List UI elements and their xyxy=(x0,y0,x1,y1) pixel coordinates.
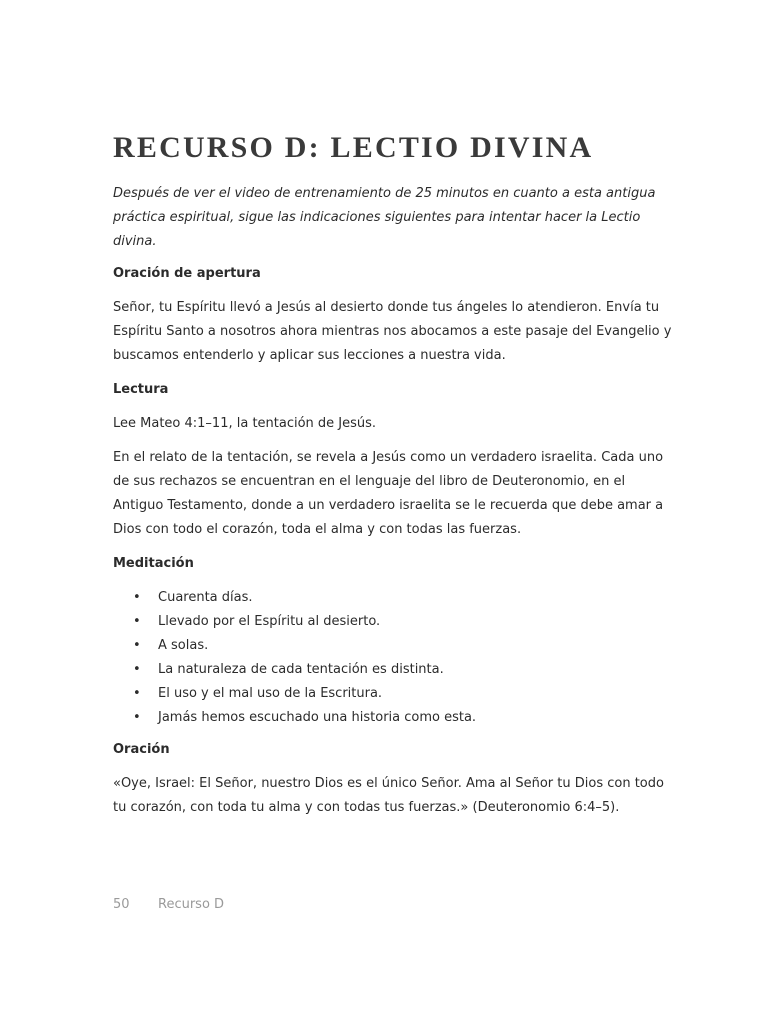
list-item-text: Llevado por el Espíritu al desierto. xyxy=(158,614,381,629)
meditacion-list xyxy=(113,586,673,730)
bullet-icon: • xyxy=(133,662,141,677)
heading-meditacion: Meditación xyxy=(113,556,194,571)
document-page xyxy=(113,128,673,830)
list-item-text: Cuarenta días. xyxy=(158,590,253,605)
list-item xyxy=(113,634,673,658)
list-item-text: Jamás hemos escuchado una historia como esta. xyxy=(158,710,477,725)
page-title: RECURSO D: LECTIO DIVINA xyxy=(113,131,594,164)
paragraph-lectura-reference: Lee Mateo 4:1–11, la tentación de Jesús. xyxy=(113,416,377,431)
heading-lectura: Lectura xyxy=(113,382,169,397)
paragraph-oracion-apertura: Señor, tu Espíritu llevó a Jesús al desierto donde tus ángeles lo atendieron. Envía tu Espíritu Santo a nosotros ahora mientras nos abocamos a este pasaje del Evangelio y buscamos entenderlo y aplicar sus lecciones a nuestra vida. xyxy=(113,300,672,363)
intro-paragraph: Después de ver el video de entrenamiento de 25 minutos en cuanto a esta antigua práctica espiritual, sigue las indicaciones siguientes para intentar hacer la Lectio divina. xyxy=(113,186,656,249)
paragraph-oracion: «Oye, Israel: El Señor, nuestro Dios es el único Señor. Ama al Señor tu Dios con todo tu corazón, con toda tu alma y con todas tus fuerzas.» (Deuteronomio 6:4–5). xyxy=(113,776,664,815)
list-item-text: La naturaleza de cada tentación es distinta. xyxy=(158,662,444,677)
heading-oracion: Oración xyxy=(113,742,170,757)
bullet-icon: • xyxy=(133,710,141,725)
page-number: 50 xyxy=(113,897,130,912)
bullet-icon: • xyxy=(133,686,141,701)
page-footer xyxy=(113,895,224,915)
list-item xyxy=(113,682,673,706)
bullet-icon: • xyxy=(133,638,141,653)
list-item xyxy=(113,586,673,610)
list-item-text: El uso y el mal uso de la Escritura. xyxy=(158,686,383,701)
list-item xyxy=(113,658,673,682)
paragraph-lectura-body: En el relato de la tentación, se revela a Jesús como un verdadero israelita. Cada uno de sus rechazos se encuentran en el lenguaje del libro de Deuteronomio, en el Antiguo Testamento, donde a un verdadero israelita se le recuerda que debe amar a Dios con todo el corazón, toda el alma y con todas las fuerzas. xyxy=(113,450,664,537)
bullet-icon: • xyxy=(133,590,141,605)
list-item xyxy=(113,706,673,730)
bullet-icon: • xyxy=(133,614,141,629)
footer-section-label: Recurso D xyxy=(158,897,225,912)
heading-oracion-apertura: Oración de apertura xyxy=(113,266,261,281)
list-item-text: A solas. xyxy=(158,638,209,653)
list-item xyxy=(113,610,673,634)
